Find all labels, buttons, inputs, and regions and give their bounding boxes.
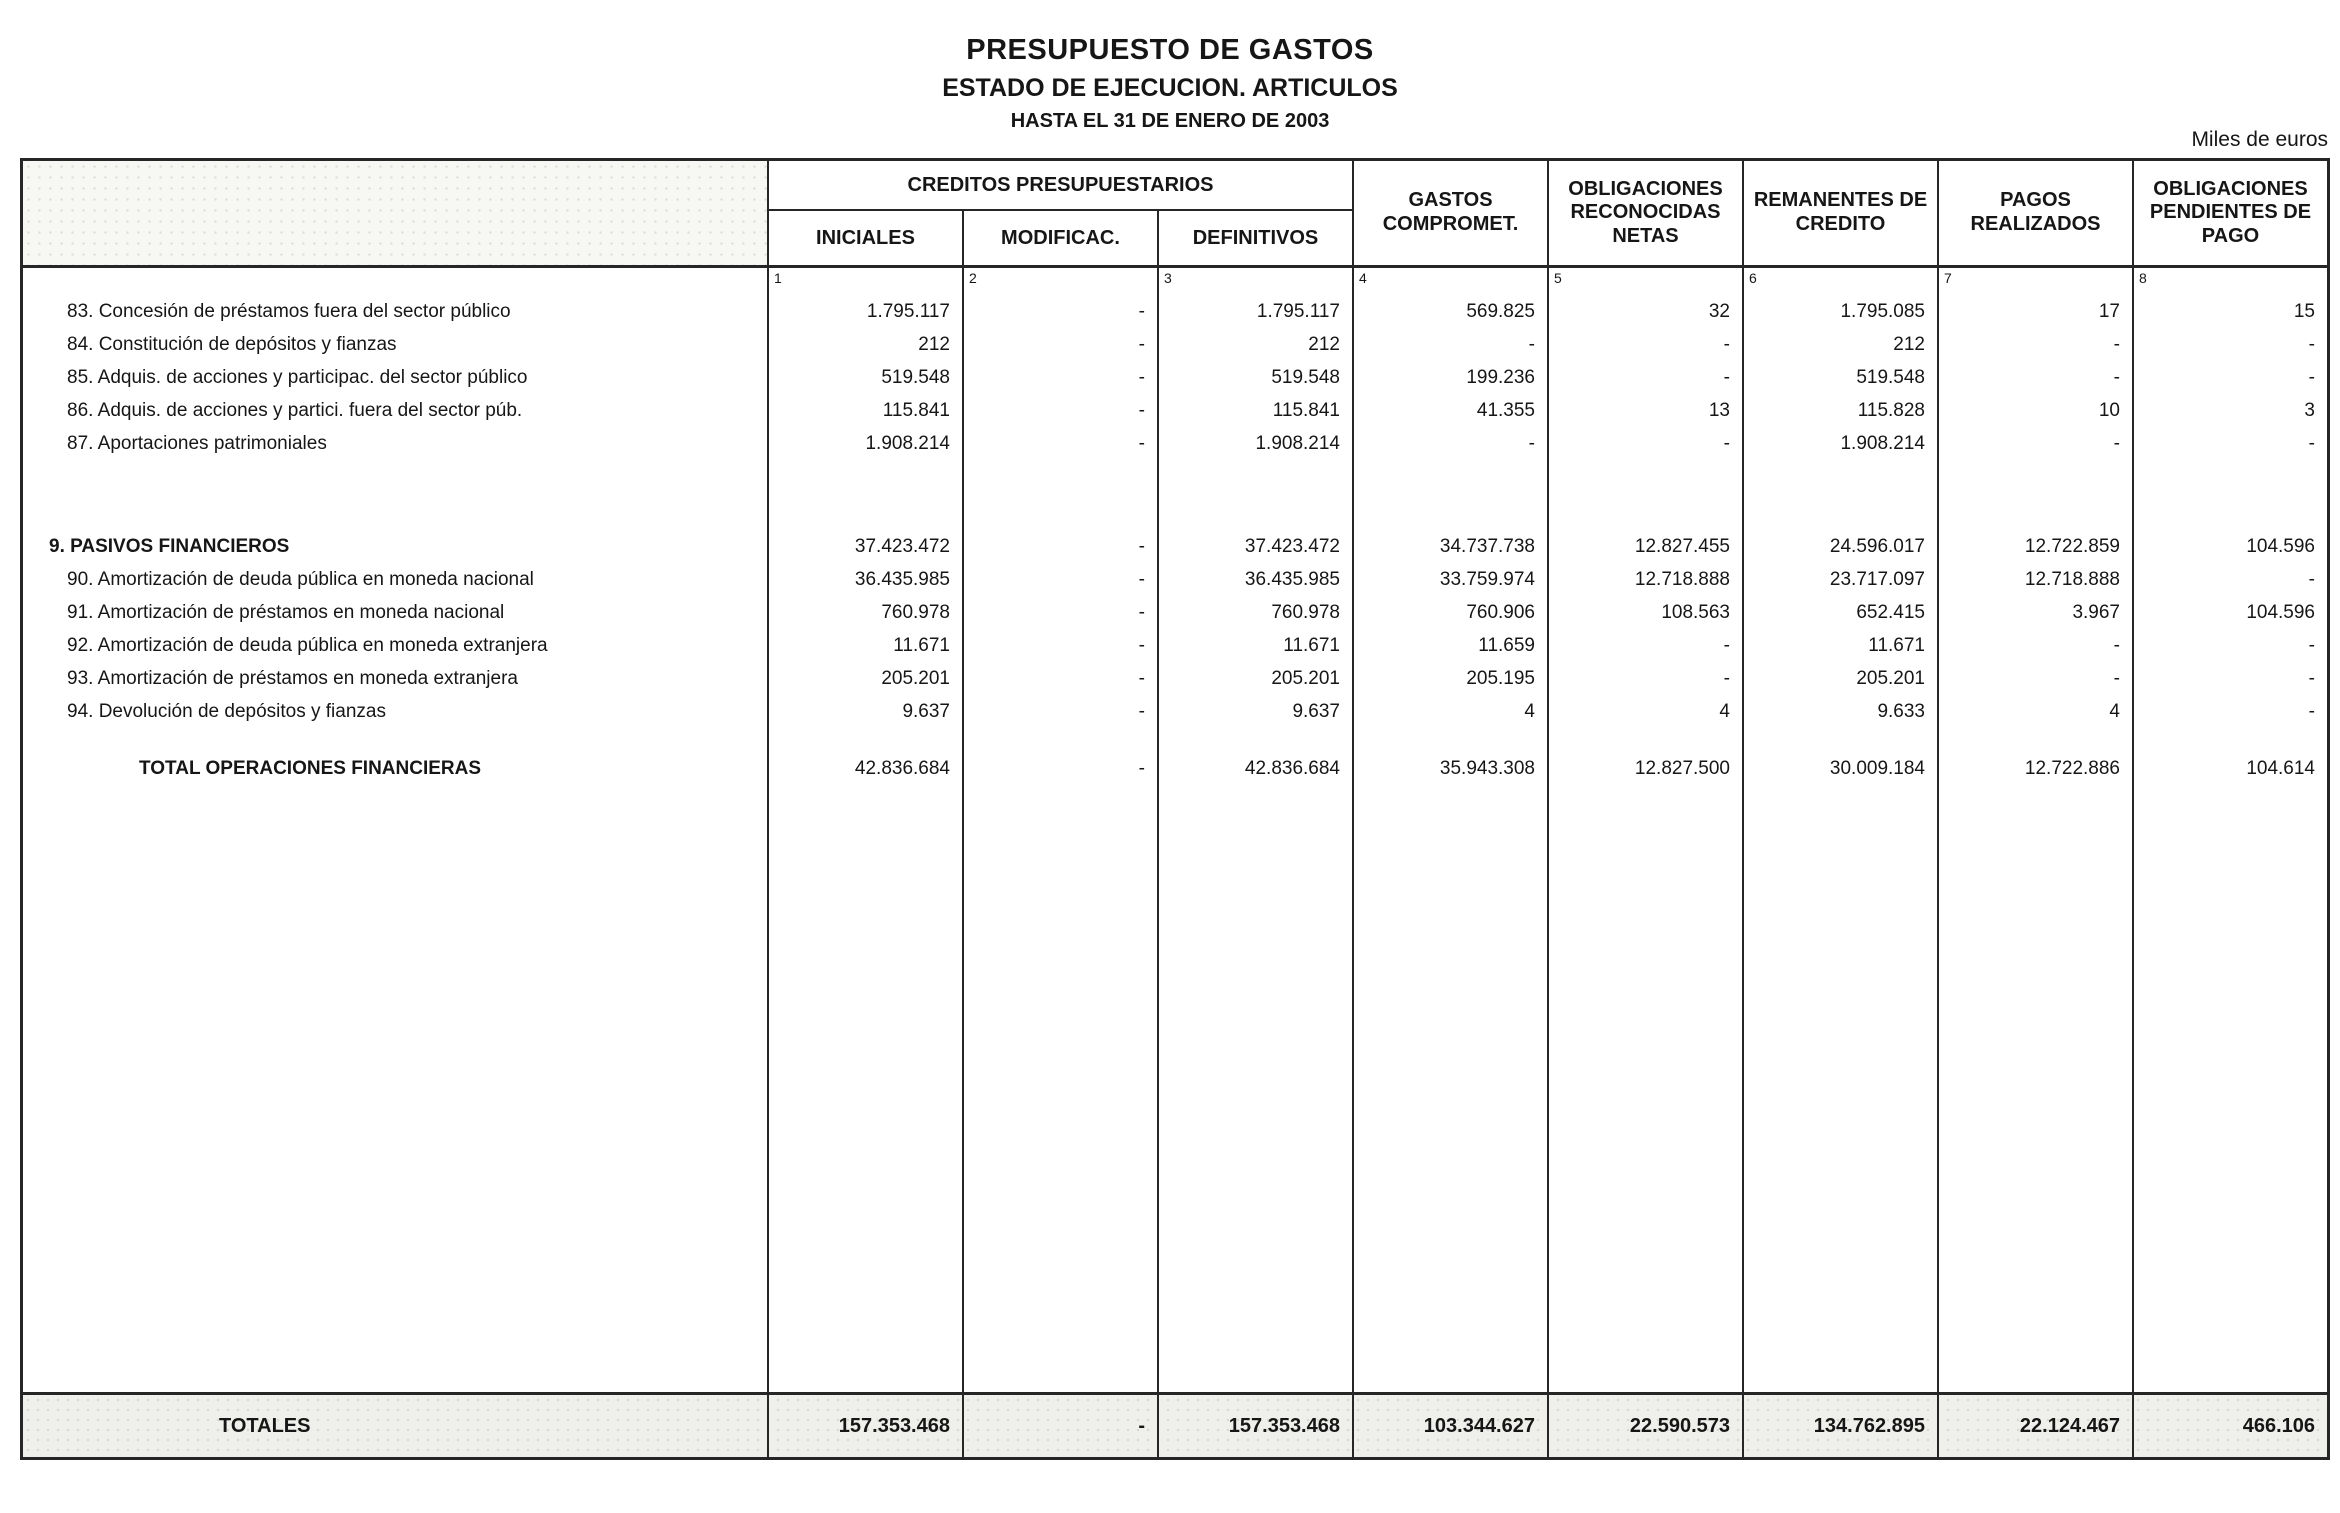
row-value-col4: -: [1352, 427, 1547, 460]
table-row: [23, 596, 2327, 629]
row-value-col2: -: [962, 328, 1157, 361]
document-date-line: HASTA EL 31 DE ENERO DE 2003: [1010, 110, 1330, 132]
row-value-col3: 36.435.985: [1157, 563, 1352, 596]
spacer-value-cell: [767, 460, 962, 530]
spacer-value-cell: [1547, 460, 1742, 530]
table-row: [23, 295, 2327, 328]
spacer-value-cell: [1742, 728, 1937, 752]
row-value-col2: -: [962, 394, 1157, 427]
table-header: [23, 161, 2327, 268]
row-label: 9. PASIVOS FINANCIEROS: [49, 535, 290, 557]
row-value-col7: 4: [1937, 695, 2132, 728]
table-row: [23, 530, 2327, 563]
budget-table: [20, 158, 2330, 1460]
row-label: 94. Devolución de depósitos y fianzas: [67, 700, 386, 722]
filler-label-cell: [23, 785, 767, 1392]
header-gastos-comprometidos: GASTOS COMPROMET.: [1352, 161, 1547, 265]
row-value-col8: -: [2132, 695, 2327, 728]
row-value-col1: 212: [767, 328, 962, 361]
spacer-value-cell: [1352, 460, 1547, 530]
spacer-value-cell: [1937, 728, 2132, 752]
spacer-value-cell: [962, 460, 1157, 530]
row-value-col5: 108.563: [1547, 596, 1742, 629]
row-value-col2: -: [962, 752, 1157, 785]
totals-value-col2: -: [962, 1395, 1157, 1457]
filler-value-cell: [1742, 785, 1937, 1392]
row-value-col8: 104.596: [2132, 596, 2327, 629]
column-number-2: 2: [962, 268, 1157, 295]
empty-rows-filler: [23, 785, 2327, 1392]
row-value-col7: 12.722.886: [1937, 752, 2132, 785]
totals-value-col3: 157.353.468: [1157, 1395, 1352, 1457]
spacer-value-cell: [1547, 728, 1742, 752]
row-value-col1: 9.637: [767, 695, 962, 728]
table-row: [23, 752, 2327, 785]
row-value-col7: 17: [1937, 295, 2132, 328]
column-number-5: 5: [1547, 268, 1742, 295]
row-value-col1: 11.671: [767, 629, 962, 662]
header-creditos-subcolumns: [769, 209, 1352, 265]
table-row: [23, 629, 2327, 662]
filler-value-cell: [1157, 785, 1352, 1392]
row-value-col8: 104.596: [2132, 530, 2327, 563]
filler-value-cell: [2132, 785, 2327, 1392]
row-label: TOTAL OPERACIONES FINANCIERAS: [139, 757, 482, 779]
row-label: 91. Amortización de préstamos en moneda nacional: [67, 601, 505, 623]
row-value-col6: 1.795.085: [1742, 295, 1937, 328]
row-value-col8: -: [2132, 629, 2327, 662]
row-value-col6: 24.596.017: [1742, 530, 1937, 563]
row-value-col2: -: [962, 361, 1157, 394]
row-value-col7: 12.722.859: [1937, 530, 2132, 563]
row-value-col5: 12.718.888: [1547, 563, 1742, 596]
row-value-col2: -: [962, 563, 1157, 596]
header-obligaciones-reconocidas-netas: OBLIGACIONES RECONOCIDAS NETAS: [1547, 161, 1742, 265]
row-value-col3: 1.795.117: [1157, 295, 1352, 328]
header-iniciales: INICIALES: [816, 226, 915, 249]
row-value-col6: 652.415: [1742, 596, 1937, 629]
row-value-col6: 115.828: [1742, 394, 1937, 427]
row-label: 85. Adquis. de acciones y participac. del sector público: [67, 366, 528, 388]
totals-value-col8: 466.106: [2132, 1395, 2327, 1457]
row-value-col4: 199.236: [1352, 361, 1547, 394]
spacer-value-cell: [962, 728, 1157, 752]
totals-value-col4: 103.344.627: [1352, 1395, 1547, 1457]
row-value-col6: 30.009.184: [1742, 752, 1937, 785]
row-value-col4: -: [1352, 328, 1547, 361]
row-value-col1: 1.908.214: [767, 427, 962, 460]
row-value-col5: 12.827.500: [1547, 752, 1742, 785]
row-value-col4: 4: [1352, 695, 1547, 728]
header-obligaciones-pendientes-de-pago: OBLIGACIONES PENDIENTES DE PAGO: [2132, 161, 2327, 265]
spacer-value-cell: [1937, 460, 2132, 530]
row-value-col3: 1.908.214: [1157, 427, 1352, 460]
row-value-col8: -: [2132, 361, 2327, 394]
row-label: 83. Concesión de préstamos fuera del sector público: [67, 300, 511, 322]
spacer-value-cell: [767, 728, 962, 752]
row-value-col7: 12.718.888: [1937, 563, 2132, 596]
row-value-col3: 115.841: [1157, 394, 1352, 427]
row-value-col5: -: [1547, 361, 1742, 394]
spacer-value-cell: [2132, 460, 2327, 530]
row-value-col4: 35.943.308: [1352, 752, 1547, 785]
column-number-8: 8: [2132, 268, 2327, 295]
column-number-4: 4: [1352, 268, 1547, 295]
row-value-col6: 23.717.097: [1742, 563, 1937, 596]
row-value-col7: -: [1937, 361, 2132, 394]
row-value-col4: 33.759.974: [1352, 563, 1547, 596]
column-number-3: 3: [1157, 268, 1352, 295]
row-value-col6: 1.908.214: [1742, 427, 1937, 460]
row-value-col1: 760.978: [767, 596, 962, 629]
row-value-col8: -: [2132, 328, 2327, 361]
row-value-col3: 519.548: [1157, 361, 1352, 394]
row-value-col3: 760.978: [1157, 596, 1352, 629]
row-label: 87. Aportaciones patrimoniales: [67, 432, 327, 454]
filler-value-cell: [962, 785, 1157, 1392]
table-row: [23, 394, 2327, 427]
column-number-band: [23, 268, 2327, 295]
row-value-col4: 205.195: [1352, 662, 1547, 695]
table-row: [23, 662, 2327, 695]
units-label: Miles de euros: [2191, 128, 2328, 151]
row-value-col3: 9.637: [1157, 695, 1352, 728]
row-value-col6: 205.201: [1742, 662, 1937, 695]
spacer-label-cell: [23, 460, 767, 530]
row-value-col4: 11.659: [1352, 629, 1547, 662]
spacer-value-cell: [1352, 728, 1547, 752]
header-modificac: MODIFICAC.: [962, 211, 1157, 265]
row-value-col5: 4: [1547, 695, 1742, 728]
row-value-col6: 519.548: [1742, 361, 1937, 394]
column-number-7: 7: [1937, 268, 2132, 295]
row-value-col5: -: [1547, 662, 1742, 695]
header-empty-cell: [23, 161, 767, 265]
table-row: [23, 361, 2327, 394]
row-value-col4: 34.737.738: [1352, 530, 1547, 563]
row-value-col3: 11.671: [1157, 629, 1352, 662]
row-value-col2: -: [962, 295, 1157, 328]
row-value-col8: -: [2132, 662, 2327, 695]
spacer-row: [23, 728, 2327, 752]
number-band-empty-cell: [23, 268, 767, 295]
row-value-col6: 9.633: [1742, 695, 1937, 728]
row-value-col5: -: [1547, 427, 1742, 460]
row-value-col3: 37.423.472: [1157, 530, 1352, 563]
row-value-col5: 13: [1547, 394, 1742, 427]
row-value-col1: 42.836.684: [767, 752, 962, 785]
row-value-col4: 760.906: [1352, 596, 1547, 629]
row-value-col4: 569.825: [1352, 295, 1547, 328]
row-label: 90. Amortización de deuda pública en moneda nacional: [67, 568, 534, 590]
row-value-col1: 519.548: [767, 361, 962, 394]
column-number-6: 6: [1742, 268, 1937, 295]
row-value-col2: -: [962, 695, 1157, 728]
row-value-col5: 12.827.455: [1547, 530, 1742, 563]
table-row: [23, 328, 2327, 361]
table-row: [23, 563, 2327, 596]
spacer-row: [23, 460, 2327, 530]
row-value-col5: 32: [1547, 295, 1742, 328]
row-value-col1: 115.841: [767, 394, 962, 427]
filler-value-cell: [767, 785, 962, 1392]
header-group-creditos: [767, 161, 1352, 265]
row-value-col7: -: [1937, 328, 2132, 361]
row-value-col7: -: [1937, 427, 2132, 460]
header-definitivos: DEFINITIVOS: [1157, 211, 1352, 265]
spacer-value-cell: [1742, 460, 1937, 530]
row-value-col2: -: [962, 427, 1157, 460]
totals-row: [23, 1392, 2327, 1457]
column-number-1: 1: [767, 268, 962, 295]
totals-value-col5: 22.590.573: [1547, 1395, 1742, 1457]
row-value-col2: -: [962, 530, 1157, 563]
row-value-col6: 11.671: [1742, 629, 1937, 662]
document-title-block: [0, 34, 2340, 133]
row-value-col8: -: [2132, 563, 2327, 596]
row-label: 93. Amortización de préstamos en moneda extranjera: [67, 667, 518, 689]
totals-label: TOTALES: [219, 1414, 311, 1437]
document-subtitle: ESTADO DE EJECUCION. ARTICULOS: [942, 74, 1398, 102]
row-value-col1: 36.435.985: [767, 563, 962, 596]
row-value-col7: -: [1937, 662, 2132, 695]
row-value-col8: 104.614: [2132, 752, 2327, 785]
row-label: 84. Constitución de depósitos y fianzas: [67, 333, 397, 355]
row-label: 92. Amortización de deuda pública en moneda extranjera: [67, 634, 548, 656]
header-remanentes-de-credito: REMANENTES DE CREDITO: [1742, 161, 1937, 265]
totals-value-col7: 22.124.467: [1937, 1395, 2132, 1457]
spacer-value-cell: [1157, 460, 1352, 530]
row-value-col2: -: [962, 596, 1157, 629]
row-value-col1: 205.201: [767, 662, 962, 695]
row-label: 86. Adquis. de acciones y partici. fuera del sector púb.: [67, 399, 523, 421]
header-creditos-presupuestarios: CREDITOS PRESUPUESTARIOS: [907, 173, 1214, 196]
filler-value-cell: [1937, 785, 2132, 1392]
row-value-col6: 212: [1742, 328, 1937, 361]
totals-value-col1: 157.353.468: [767, 1395, 962, 1457]
spacer-label-cell: [23, 728, 767, 752]
table-row: [23, 427, 2327, 460]
row-value-col1: 1.795.117: [767, 295, 962, 328]
row-value-col7: 10: [1937, 394, 2132, 427]
row-value-col3: 212: [1157, 328, 1352, 361]
row-value-col2: -: [962, 662, 1157, 695]
row-value-col2: -: [962, 629, 1157, 662]
row-value-col7: -: [1937, 629, 2132, 662]
row-value-col5: -: [1547, 629, 1742, 662]
filler-value-cell: [1352, 785, 1547, 1392]
row-value-col8: -: [2132, 427, 2327, 460]
spacer-value-cell: [1157, 728, 1352, 752]
document-title: PRESUPUESTO DE GASTOS: [966, 34, 1374, 66]
row-value-col1: 37.423.472: [767, 530, 962, 563]
row-value-col8: 15: [2132, 295, 2327, 328]
row-value-col3: 205.201: [1157, 662, 1352, 695]
table-body-rows: [23, 295, 2327, 1392]
spacer-value-cell: [2132, 728, 2327, 752]
row-value-col7: 3.967: [1937, 596, 2132, 629]
row-value-col4: 41.355: [1352, 394, 1547, 427]
filler-value-cell: [1547, 785, 1742, 1392]
table-row: [23, 695, 2327, 728]
row-value-col3: 42.836.684: [1157, 752, 1352, 785]
header-pagos-realizados: PAGOS REALIZADOS: [1937, 161, 2132, 265]
row-value-col5: -: [1547, 328, 1742, 361]
totals-value-col6: 134.762.895: [1742, 1395, 1937, 1457]
row-value-col8: 3: [2132, 394, 2327, 427]
